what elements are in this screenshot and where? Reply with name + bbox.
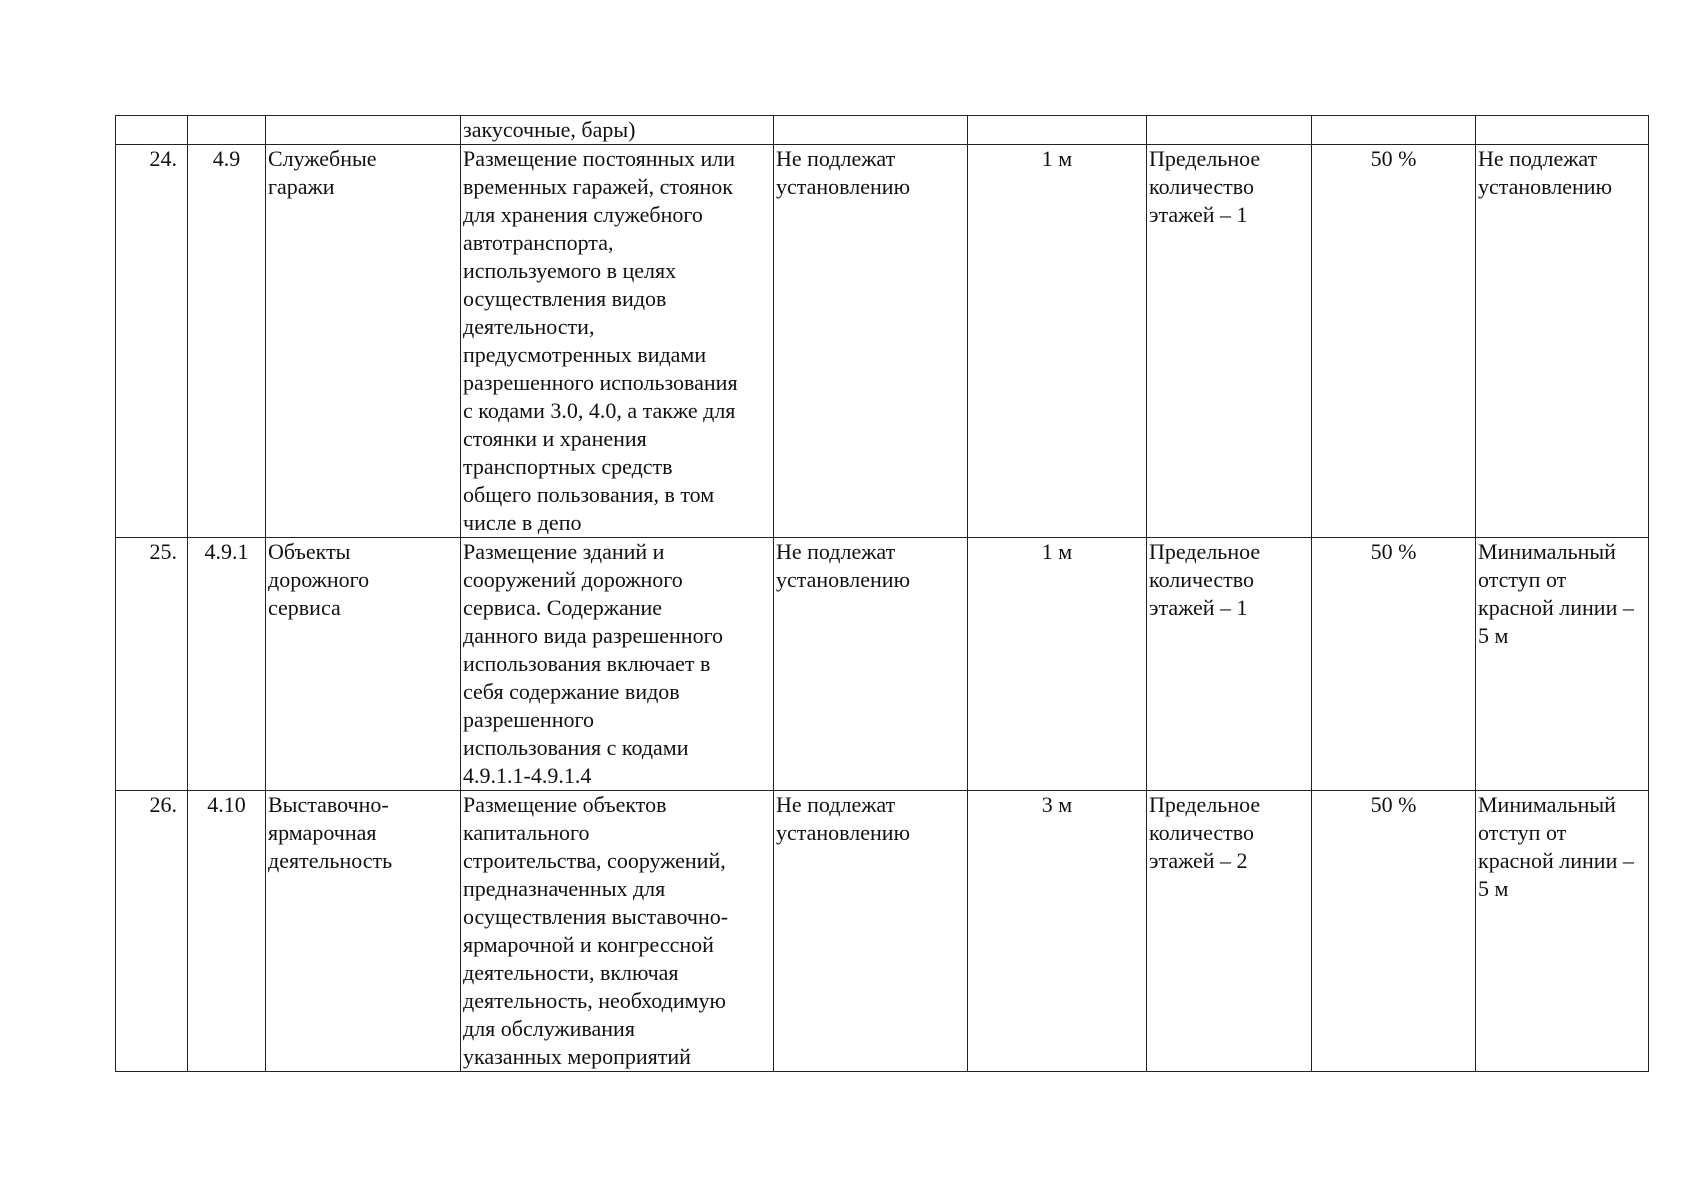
floors-cell: Предельное количество этажей – 1 [1147,145,1312,538]
min-area-cell: Не подлежат установлению [774,538,968,791]
use-code-cell: 4.9.1 [188,538,266,791]
coverage-cell [1312,116,1476,145]
coverage-cell: 50 % [1312,145,1476,538]
min-area-cell: Не подлежат установлению [774,145,968,538]
row-number-cell: 24. [116,145,188,538]
min-area-cell: Не подлежат установлению [774,791,968,1072]
extra-params-cell: Минимальный отступ от красной линии – 5 м [1476,538,1649,791]
use-description-cell: закусочные, бары) [461,116,774,145]
setback-cell: 3 м [968,791,1147,1072]
floors-cell: Предельное количество этажей – 2 [1147,791,1312,1072]
row-number-cell [116,116,188,145]
use-name-cell [266,116,461,145]
row-number-cell: 25. [116,538,188,791]
coverage-cell: 50 % [1312,538,1476,791]
use-code-cell: 4.9 [188,145,266,538]
setback-cell: 1 м [968,145,1147,538]
floors-cell [1147,116,1312,145]
use-code-cell: 4.10 [188,791,266,1072]
use-name-cell: Объекты дорожного сервиса [266,538,461,791]
coverage-cell: 50 % [1312,791,1476,1072]
extra-params-cell [1476,116,1649,145]
use-description-cell: Размещение объектов капитального строительства, сооружений, предназначенных для осуществления выставочно- ярмарочной и конгрессной деятельности, включая деятельность, необходимую для обслуживания указанных мероприятий [461,791,774,1072]
land-use-table [115,115,1649,1072]
use-name-cell: Выставочно- ярмарочная деятельность [266,791,461,1072]
table-row-continuation [116,116,1649,145]
extra-params-cell: Минимальный отступ от красной линии – 5 м [1476,791,1649,1072]
extra-params-cell: Не подлежат установлению [1476,145,1649,538]
setback-cell: 1 м [968,538,1147,791]
table-row [116,791,1649,1072]
use-code-cell [188,116,266,145]
row-number-cell: 26. [116,791,188,1072]
floors-cell: Предельное количество этажей – 1 [1147,538,1312,791]
table-row [116,538,1649,791]
use-description-cell: Размещение постоянных или временных гаражей, стоянок для хранения служебного автотранспорта, используемого в целях осуществления видов деятельности, предусмотренных видами разрешенного использования с кодами 3.0, 4.0, а также для стоянки и хранения транспортных средств общего пользования, в том числе в депо [461,145,774,538]
use-name-cell: Служебные гаражи [266,145,461,538]
use-description-cell: Размещение зданий и сооружений дорожного сервиса. Содержание данного вида разрешенного использования включает в себя содержание видов разрешенного использования с кодами 4.9.1.1-4.9.1.4 [461,538,774,791]
setback-cell [968,116,1147,145]
min-area-cell [774,116,968,145]
table-row [116,145,1649,538]
